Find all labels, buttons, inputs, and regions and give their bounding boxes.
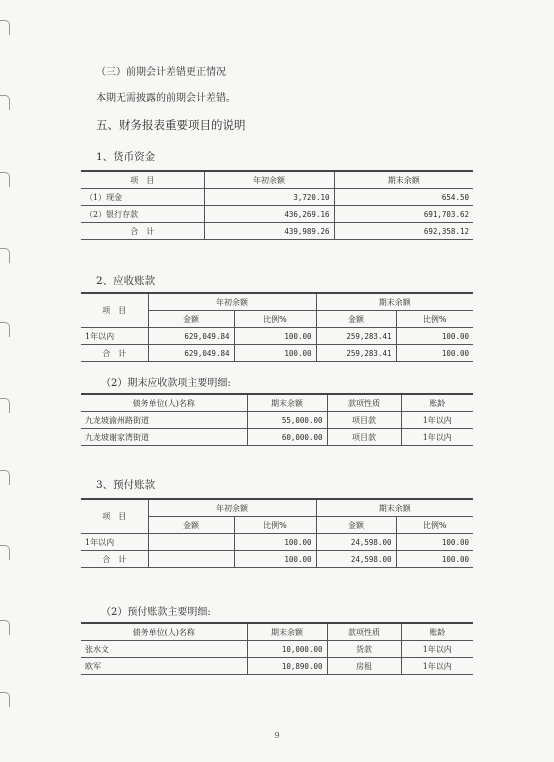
- debtor-name: 九龙坡渝州路街道: [81, 412, 247, 429]
- col-header-amount: 金额: [316, 311, 396, 328]
- end-amount: 24,598.00: [316, 551, 396, 568]
- begin-balance: 3,720.10: [204, 189, 334, 206]
- aging: 1年以内: [401, 412, 473, 429]
- col-header-aging: 账龄: [401, 623, 473, 641]
- col-header-item: 项 目: [81, 293, 148, 328]
- binder-mark: [0, 620, 10, 635]
- col-header-end-balance: 期末余额: [247, 623, 327, 641]
- col-header-begin: 年初余额: [204, 171, 334, 189]
- begin-balance: 436,269.16: [204, 206, 334, 223]
- section-heading-notes: 五、财务报表重要项目的说明: [96, 118, 246, 132]
- binder-mark: [0, 95, 10, 110]
- row-label: 合 计: [81, 345, 148, 362]
- begin-balance: 439,989.26: [204, 223, 334, 240]
- row-label: （2）银行存款: [81, 206, 204, 223]
- col-header-amount: 金额: [316, 517, 396, 534]
- prepayments-detail-table: [81, 622, 473, 675]
- prepayments-heading: 3、预付账款: [96, 479, 156, 491]
- end-amount: 259,283.41: [316, 345, 396, 362]
- col-header-ratio: 比例%: [234, 311, 316, 328]
- section-heading-prior-errors: （三）前期会计差错更正情况: [96, 67, 226, 78]
- row-label: （1）现金: [81, 189, 204, 206]
- row-label: 合 计: [81, 551, 148, 568]
- table-header-row: [81, 499, 473, 517]
- row-label: 合 计: [81, 223, 204, 240]
- end-balance: 10,000.00: [247, 641, 327, 658]
- end-ratio: 100.00: [396, 328, 473, 345]
- col-header-ratio: 比例%: [234, 517, 316, 534]
- begin-amount: 629,049.84: [148, 328, 234, 345]
- begin-ratio: 100.00: [234, 345, 316, 362]
- binder-mark: [0, 545, 10, 560]
- binder-mark: [0, 20, 10, 35]
- end-ratio: 100.00: [396, 551, 473, 568]
- end-ratio: 100.00: [396, 345, 473, 362]
- col-header-debtor: 债务单位(人)名称: [81, 394, 247, 412]
- col-header-item: 项 目: [81, 171, 204, 189]
- col-header-end-balance: 期末余额: [247, 394, 327, 412]
- col-header-begin: 年初余额: [148, 293, 316, 311]
- col-header-nature: 款项性质: [327, 623, 401, 641]
- section-text-prior-errors: 本期无需披露的前期会计差错。: [96, 93, 236, 104]
- begin-amount: [148, 534, 234, 551]
- col-header-ratio: 比例%: [396, 517, 473, 534]
- binder-mark: [0, 470, 10, 485]
- table-header-row: [81, 171, 473, 189]
- receivables-table: [81, 292, 473, 362]
- debtor-name: 欧军: [81, 658, 247, 675]
- nature: 货款: [327, 641, 401, 658]
- begin-ratio: 100.00: [234, 534, 316, 551]
- table-row-total: [81, 551, 473, 568]
- prepayments-detail-heading: （2）预付账款主要明细:: [101, 607, 211, 618]
- aging: 1年以内: [401, 429, 473, 446]
- col-header-amount: 金额: [148, 517, 234, 534]
- table-row: [81, 189, 473, 206]
- begin-amount: 629,049.84: [148, 345, 234, 362]
- aging: 1年以内: [401, 658, 473, 675]
- page-number: 9: [274, 731, 280, 740]
- debtor-name: 张水文: [81, 641, 247, 658]
- col-header-ratio: 比例%: [396, 311, 473, 328]
- col-header-end: 期末余额: [334, 171, 473, 189]
- nature: 项目款: [327, 412, 401, 429]
- col-header-item: 项 目: [81, 499, 148, 534]
- debtor-name: 九龙坡谢家湾街道: [81, 429, 247, 446]
- table-header-row: [81, 394, 473, 412]
- prepayments-table: [81, 498, 473, 568]
- end-balance: 10,890.00: [247, 658, 327, 675]
- end-amount: 259,283.41: [316, 328, 396, 345]
- row-label: 1年以内: [81, 328, 148, 345]
- receivables-heading: 2、应收账款: [96, 275, 156, 287]
- table-row: [81, 206, 473, 223]
- receivables-detail-table: [81, 393, 473, 446]
- binder-mark: [0, 172, 10, 187]
- row-label: 1年以内: [81, 534, 148, 551]
- binder-mark: [0, 322, 10, 337]
- nature: 项目款: [327, 429, 401, 446]
- end-balance: 654.50: [334, 189, 473, 206]
- table-header-row: [81, 623, 473, 641]
- end-balance: 692,358.12: [334, 223, 473, 240]
- end-ratio: 100.00: [396, 534, 473, 551]
- binder-mark: [0, 248, 10, 263]
- end-amount: 24,598.00: [316, 534, 396, 551]
- table-row: [81, 328, 473, 345]
- col-header-end: 期末余额: [316, 499, 473, 517]
- table-row-total: [81, 345, 473, 362]
- table-row: [81, 641, 473, 658]
- col-header-debtor: 债务单位(人)名称: [81, 623, 247, 641]
- table-row: [81, 429, 473, 446]
- cash-table: [81, 170, 473, 240]
- col-header-nature: 款项性质: [327, 394, 401, 412]
- table-row: [81, 412, 473, 429]
- receivables-detail-heading: （2）期末应收款项主要明细:: [101, 378, 231, 389]
- begin-amount: [148, 551, 234, 568]
- table-row: [81, 658, 473, 675]
- table-row: [81, 534, 473, 551]
- end-balance: 691,703.62: [334, 206, 473, 223]
- nature: 房租: [327, 658, 401, 675]
- cash-heading: 1、货币资金: [96, 151, 156, 163]
- begin-ratio: 100.00: [234, 551, 316, 568]
- col-header-end: 期末余额: [316, 293, 473, 311]
- col-header-begin: 年初余额: [148, 499, 316, 517]
- end-balance: 55,000.00: [247, 412, 327, 429]
- table-row-total: [81, 223, 473, 240]
- binder-mark: [0, 398, 10, 413]
- end-balance: 60,000.00: [247, 429, 327, 446]
- col-header-amount: 金额: [148, 311, 234, 328]
- begin-ratio: 100.00: [234, 328, 316, 345]
- col-header-aging: 账龄: [401, 394, 473, 412]
- table-header-row: [81, 293, 473, 311]
- aging: 1年以内: [401, 641, 473, 658]
- binder-mark: [0, 692, 10, 707]
